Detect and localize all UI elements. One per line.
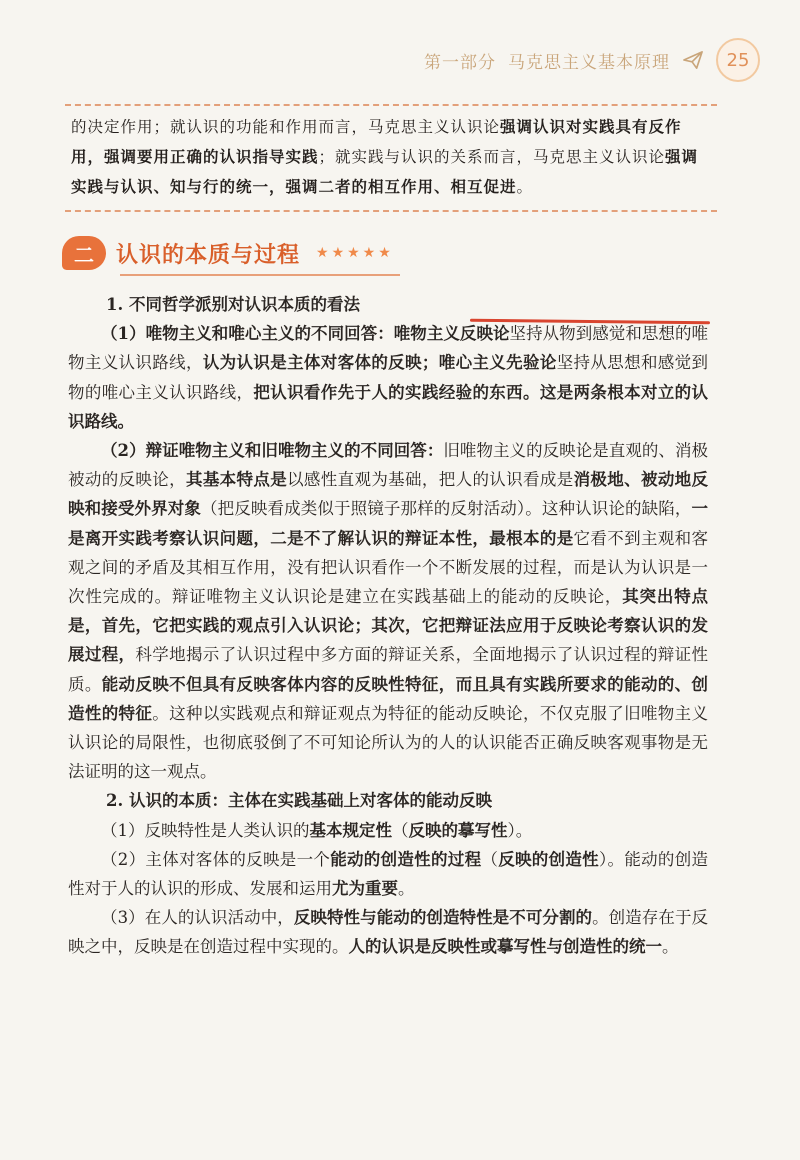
text-segment: （ [392,820,409,840]
header-part: 第一部分 [424,52,496,73]
text-segment: 反映特性与能动的创造特性是不可分割的 [293,908,593,928]
text-segment: 2. 认识的本质：主体在实践基础上对客体的能动反映 [106,791,492,811]
page-number: 25 [716,38,760,82]
text-segment: 其基本特点是 [185,470,288,490]
text-segment: （ [481,849,499,869]
text-segment: 反映的创造性 [498,849,599,869]
paragraph [68,436,708,786]
text-segment: 坚持从物到感觉和思想的唯物主义认识路线， [68,324,709,373]
section-underline [120,274,400,276]
text-segment: 强调实践与认识、知与行的统一，强调二者的相互作用、相互促进 [71,147,699,196]
subheading [68,786,708,815]
body-text [68,290,708,962]
text-segment: 其突出特点是，首先，它把实践的观点引入认识论；其次，它把辩证法应用于反映论考察认识的发展过程， [68,587,709,665]
page-header [424,38,760,82]
paragraph [68,319,708,436]
importance-stars: ★★★★★ [316,245,394,261]
text-segment: 能动的创造性的过程 [330,849,482,869]
text-segment: （1）唯物主义和唯心主义的不同回答：唯物主义反映论 [101,324,510,344]
text-segment: 1. 不同哲学派别对认识本质的看法 [106,295,360,314]
paper-plane-icon [682,50,704,70]
subheading [68,290,708,319]
text-segment: （2）主体对客体的反映是一个 [101,849,331,869]
summary-box [65,104,717,212]
text-segment: ）。 [507,820,533,840]
text-segment: 人的认识是反映性或摹写性与创造性的统一 [348,937,662,957]
text-segment: （1）反映特性是人类认识的 [101,820,310,840]
text-segment: 。 [662,937,679,957]
text-segment: 。 [516,178,534,196]
text-segment: 它看不到主观和客观之间的矛盾及其相互作用，没有把认识看作一个不断发展的过程，而是认为认识是一次性完成的。辩证唯物主义认识论是建立在实践基础上的能动的反映论， [68,528,709,607]
text-segment: 。创造存在于反映之中，反映是在创造过程中实现的。 [68,908,709,957]
paragraph [68,903,708,961]
section-heading [62,236,394,270]
text-segment: 的决定作用；就认识的功能和作用而言，马克思主义认识论 [71,118,501,136]
section-title: 认识的本质与过程 [116,241,301,268]
text-segment: 以感性直观为基础，把人的认识看成是 [287,470,574,490]
header-title: 马克思主义基本原理 [508,52,670,73]
text-segment: 。这种以实践观点和辩证观点为特征的能动反映论，不仅克服了旧唯物主义认识论的局限性，也彻底驳倒了不可知论所认为的人的认识能否正确反映客观事物是无法证明的这一观点。 [68,703,709,782]
text-segment: ）。能动的创造性对于人的认识的形成、发展和运用 [68,849,709,899]
text-segment: （2）辩证唯物主义和旧唯物主义的不同回答： [101,441,444,461]
text-segment: （把反映看成类似于照镜子那样的反射活动）。这种认识论的缺陷， [201,499,692,519]
paragraph [68,816,708,845]
text-segment: 基本规定性 [309,820,392,840]
text-segment: 。 [398,879,415,899]
text-segment: ；就实践与认识的关系而言，马克思主义认识论 [318,148,666,166]
text-segment: 认为认识是主体对客体的反映；唯心主义先验论 [202,353,557,373]
text-segment: 坚持从思想和感觉到物的唯心主义认识路线， [68,353,709,402]
text-segment: 旧唯物主义的反映论是直观的、消极被动的反映论， [68,441,709,490]
text-segment: （3）在人的认识活动中， [101,908,294,928]
text-segment: 一是离开实践考察认识问题，二是不了解认识的辩证本性，最根本的是 [68,499,708,548]
text-segment: 把认识看作先于人的实践经验的东西。这是两条根本对立的认识路线。 [68,382,709,431]
summary-paragraph [71,112,711,202]
text-segment: 反映的摹写性 [408,820,508,840]
text-segment: 消极地、被动地反映和接受外界对象 [68,470,709,519]
text-segment: 能动反映不但具有反映客体内容的反映性特征，而且具有实践所要求的能动的、创造性的特征 [68,674,709,723]
text-segment: 尤为重要 [332,879,398,899]
paragraph [68,845,708,903]
text-segment: 科学地揭示了认识过程中多方面的辩证关系，全面地揭示了认识过程的辩证性质。 [68,645,709,694]
section-badge: 二 [62,236,106,270]
text-segment: 强调认识对实践具有反作用，强调要用正确的认识指导实践 [71,117,682,166]
